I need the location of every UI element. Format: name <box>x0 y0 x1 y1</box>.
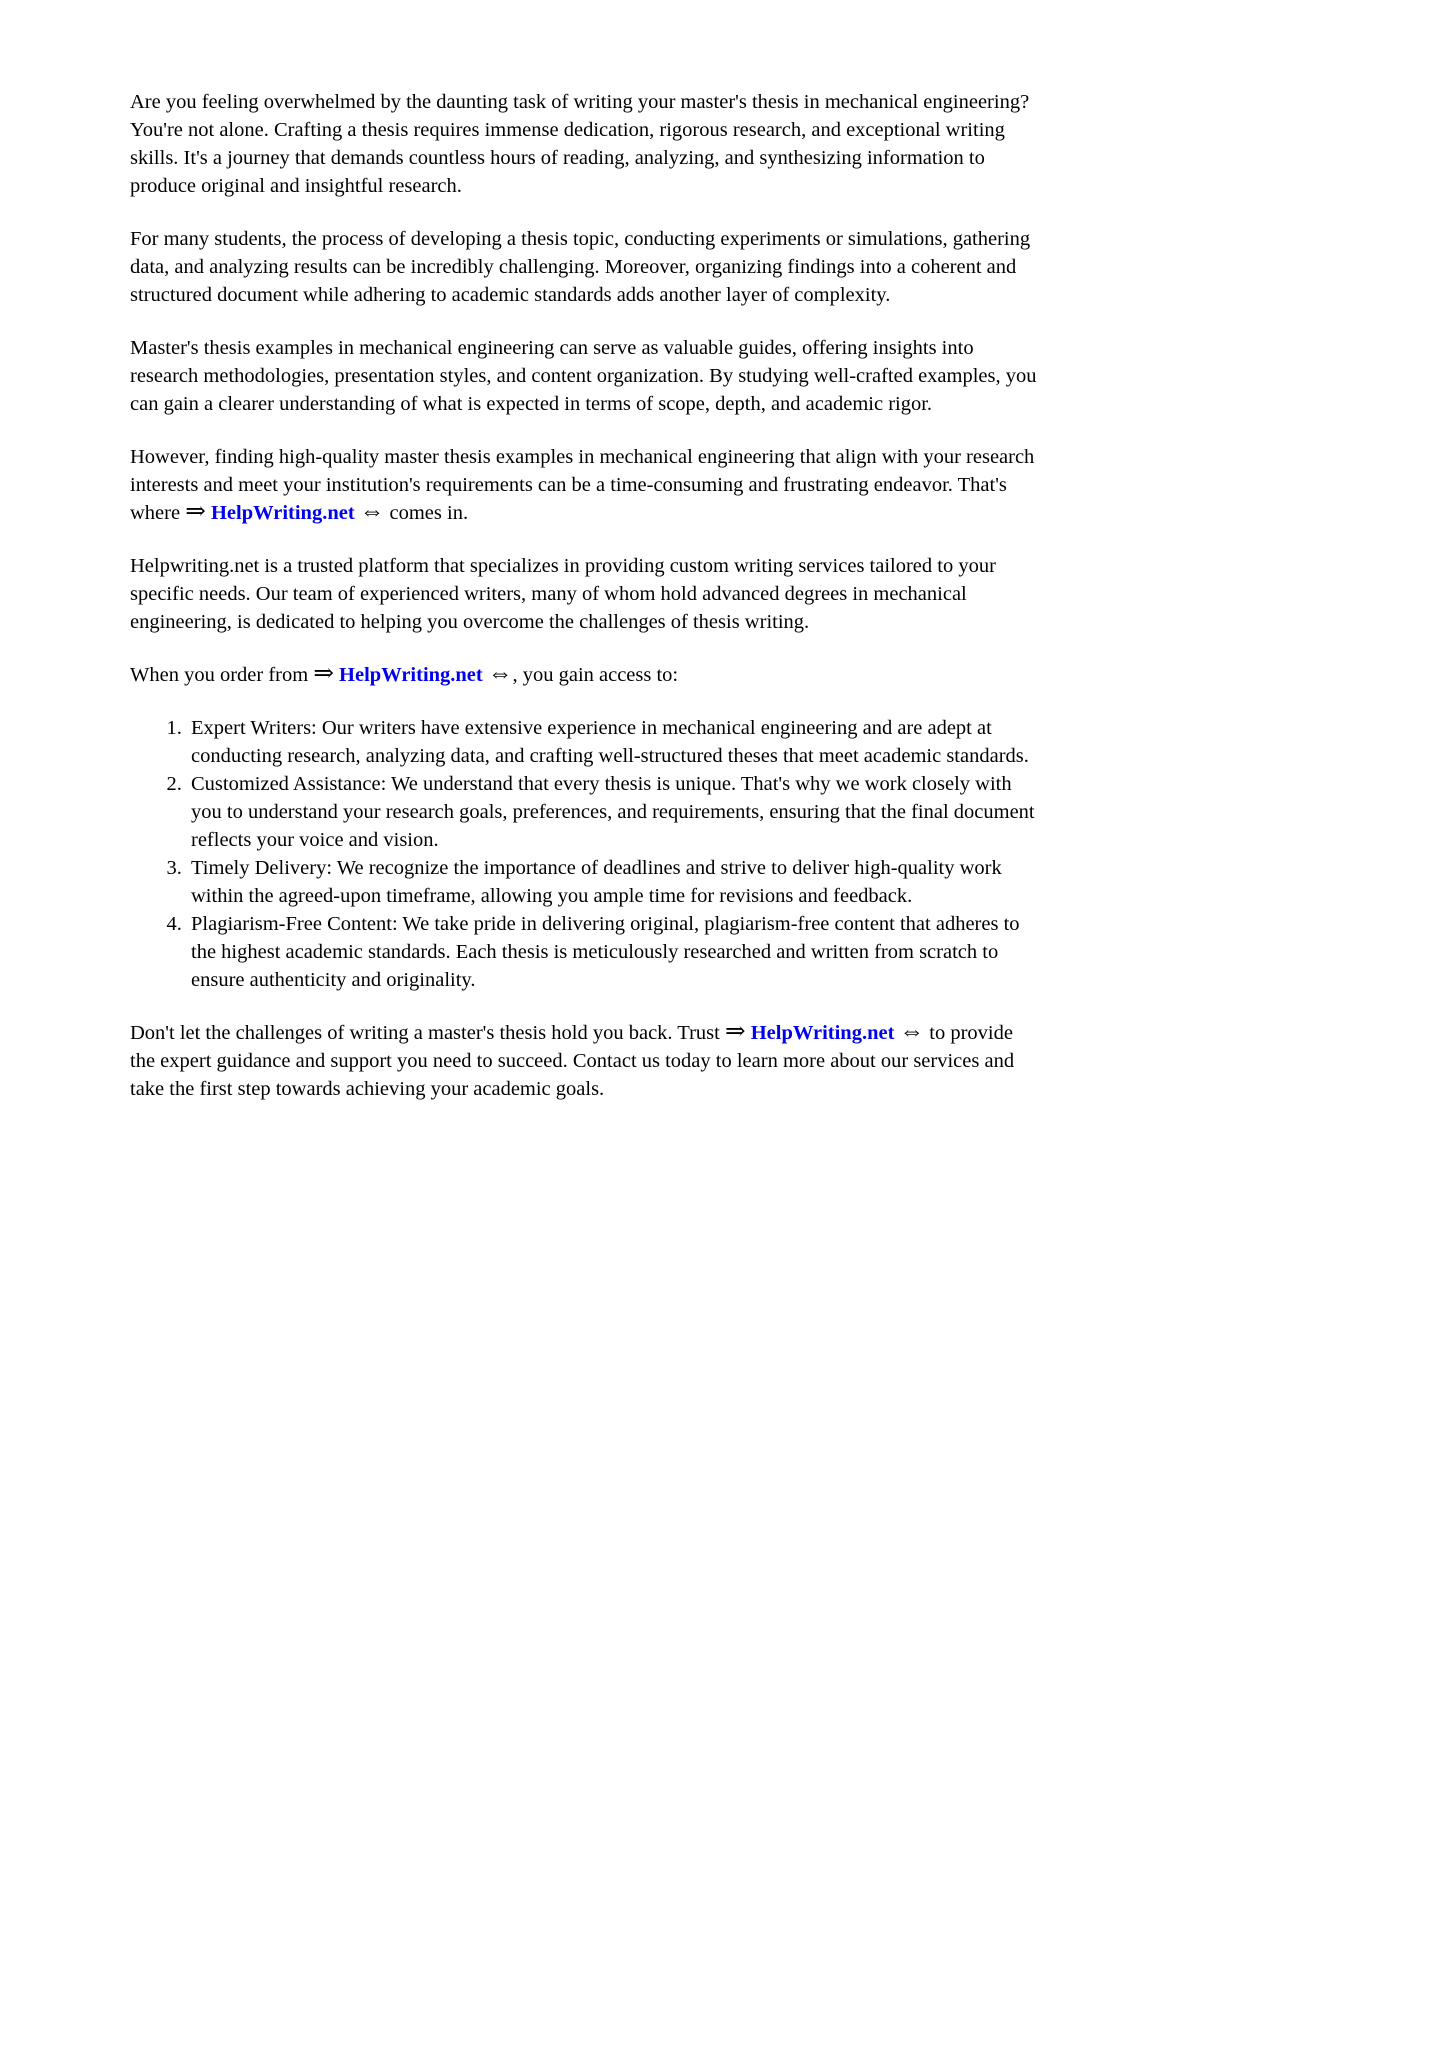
text-run: Customized Assistance: We understand that every thesis is unique. That's why we work closely with you to understand your research goals, preferences, and requirements, ensuring that the final document reflects your voice and vision. <box>191 773 1035 851</box>
list-item <box>187 854 1040 910</box>
text-run: comes in. <box>384 502 469 524</box>
document-body <box>130 88 1040 1128</box>
text-run: For many students, the process of developing a thesis topic, conducting experiments or simulations, gathering data, and analyzing results can be incredibly challenging. Moreover, organizing findings into a coherent and structured document while adhering to academic standards adds another layer of complexity. <box>130 228 1031 306</box>
text-run: When you order from <box>130 664 314 686</box>
list-item <box>187 910 1040 994</box>
paragraph <box>130 1019 1040 1103</box>
helpwriting-link[interactable]: HelpWriting.net <box>210 502 355 524</box>
numbered-list <box>130 714 1040 994</box>
double-arrow-leftright-icon: ⇔ <box>487 660 513 687</box>
text-run: However, finding high-quality master thesis examples in mechanical engineering that align with your research interests and meet your institution's requirements can be a time-consuming and frustrating endeavor. That's where <box>130 446 1035 524</box>
helpwriting-link[interactable]: HelpWriting.net <box>339 664 483 686</box>
text-run: , you gain access to: <box>512 664 679 686</box>
helpwriting-link[interactable]: HelpWriting.net <box>750 1022 895 1044</box>
paragraph <box>130 552 1040 636</box>
list-item <box>187 714 1040 770</box>
text-run: Are you feeling overwhelmed by the daunting task of writing your master's thesis in mechanical engineering? You're not alone. Crafting a thesis requires immense dedication, rigorous research, and exceptional writing skills. It's a journey that demands countless hours of reading, analyzing, and synthesizing information to produce original and insightful research. <box>130 91 1030 197</box>
text-run: Plagiarism-Free Content: We take pride in delivering original, plagiarism-free content that adheres to the highest academic standards. Each thesis is meticulously researched and written from scratch to ensure authenticity and originality. <box>191 913 1020 991</box>
paragraph <box>130 334 1040 418</box>
text-run: Expert Writers: Our writers have extensive experience in mechanical engineering and are adept at conducting research, analyzing data, and crafting well-structured theses that meet academic standards. <box>191 717 1029 767</box>
double-arrow-leftright-icon: ⇔ <box>359 498 385 525</box>
text-run: Don't let the challenges of writing a master's thesis hold you back. Trust <box>130 1022 725 1044</box>
text-run: to provide the expert guidance and support you need to succeed. Contact us today to learn more about our services and take the first step towards achieving your academic goals. <box>130 1022 1015 1100</box>
double-arrow-right-icon: ⇒ <box>313 660 334 687</box>
double-arrow-leftright-icon: ⇔ <box>899 1018 925 1045</box>
paragraph <box>130 88 1040 200</box>
text-run: Timely Delivery: We recognize the importance of deadlines and strive to deliver high-quality work within the agreed-upon timeframe, allowing you ample time for revisions and feedback. <box>191 857 1002 907</box>
double-arrow-right-icon: ⇒ <box>185 498 206 525</box>
paragraph <box>130 661 1040 689</box>
text-run: Master's thesis examples in mechanical engineering can serve as valuable guides, offering insights into research methodologies, presentation styles, and content organization. By studying well-crafted examples, you can gain a clearer understanding of what is expected in terms of scope, depth, and academic rigor. <box>130 337 1037 415</box>
double-arrow-right-icon: ⇒ <box>724 1018 746 1045</box>
paragraph <box>130 225 1040 309</box>
paragraph <box>130 443 1040 527</box>
list-item <box>187 770 1040 854</box>
text-run: Helpwriting.net is a trusted platform that specializes in providing custom writing services tailored to your specific needs. Our team of experienced writers, many of whom hold advanced degrees in mechanical engineering, is dedicated to helping you overcome the challenges of thesis writing. <box>130 555 996 633</box>
